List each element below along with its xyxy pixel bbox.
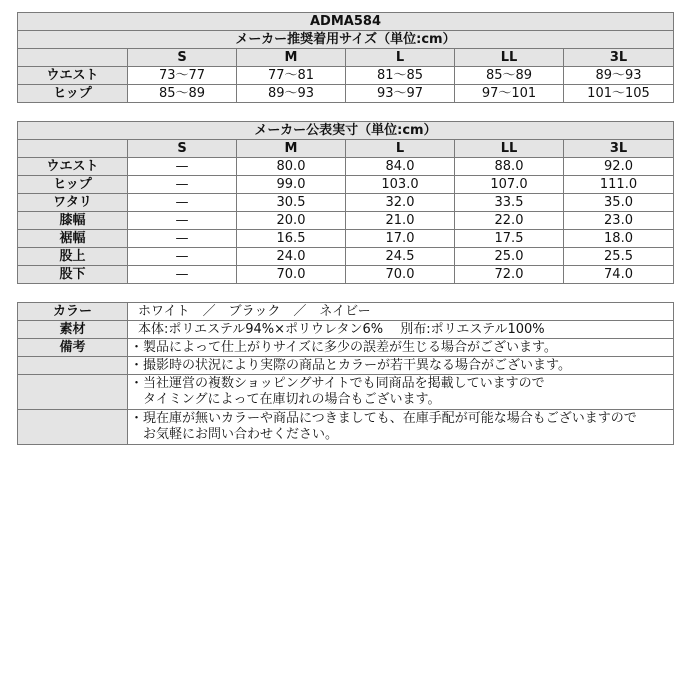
size-label: M bbox=[237, 140, 346, 158]
table-row bbox=[18, 158, 674, 176]
value-cell: 99.0 bbox=[237, 176, 346, 194]
value-cell: 84.0 bbox=[346, 158, 455, 176]
value-cell: 24.5 bbox=[346, 248, 455, 266]
note-row bbox=[18, 339, 674, 357]
value-cell: 22.0 bbox=[455, 212, 564, 230]
table-row bbox=[18, 266, 674, 284]
value-cell: 92.0 bbox=[564, 158, 674, 176]
value-cell: 107.0 bbox=[455, 176, 564, 194]
value-cell: — bbox=[128, 248, 237, 266]
row-label: 膝幅 bbox=[18, 212, 128, 230]
value-cell: 97〜101 bbox=[455, 85, 564, 103]
value-cell: 103.0 bbox=[346, 176, 455, 194]
corner-cell bbox=[18, 49, 128, 67]
value-cell: 93〜97 bbox=[346, 85, 455, 103]
size-header-row bbox=[18, 140, 674, 158]
note-item bbox=[128, 410, 674, 445]
table-row bbox=[18, 230, 674, 248]
size-label: M bbox=[237, 49, 346, 67]
note-row bbox=[18, 357, 674, 375]
value-cell: 73〜77 bbox=[128, 67, 237, 85]
corner-cell bbox=[18, 140, 128, 158]
value-cell: 17.0 bbox=[346, 230, 455, 248]
table-row bbox=[18, 212, 674, 230]
color-value: ホワイト ／ ブラック ／ ネイビー bbox=[128, 303, 674, 321]
note-line: ・当社運営の複数ショッピングサイトでも同商品を掲載していますので bbox=[130, 376, 545, 391]
note-line: ・現在庫が無いカラーや商品につきましても、在庫手配が可能な場合もございますので bbox=[130, 411, 637, 426]
size-label: LL bbox=[455, 140, 564, 158]
size-label: 3L bbox=[564, 140, 674, 158]
value-cell: 21.0 bbox=[346, 212, 455, 230]
value-cell: 89〜93 bbox=[564, 67, 674, 85]
row-label: 裾幅 bbox=[18, 230, 128, 248]
note-row bbox=[18, 410, 674, 445]
size-label: L bbox=[346, 49, 455, 67]
value-cell: — bbox=[128, 158, 237, 176]
value-cell: 35.0 bbox=[564, 194, 674, 212]
row-label: ウエスト bbox=[18, 67, 128, 85]
recommended-size-title: メーカー推奨着用サイズ（単位:cm） bbox=[18, 31, 674, 49]
value-cell: 85〜89 bbox=[128, 85, 237, 103]
row-label: ヒップ bbox=[18, 85, 128, 103]
color-row bbox=[18, 303, 674, 321]
note-line: タイミングによって在庫切れの場合もございます。 bbox=[130, 392, 441, 407]
value-cell: 70.0 bbox=[346, 266, 455, 284]
size-label: L bbox=[346, 140, 455, 158]
size-header-row bbox=[18, 49, 674, 67]
product-details-table bbox=[17, 302, 674, 445]
value-cell: — bbox=[128, 212, 237, 230]
material-label: 素材 bbox=[18, 321, 128, 339]
value-cell: — bbox=[128, 194, 237, 212]
notes-label-spacer bbox=[18, 410, 128, 445]
table-row bbox=[18, 194, 674, 212]
note-item bbox=[128, 375, 674, 410]
note-row bbox=[18, 375, 674, 410]
material-row bbox=[18, 321, 674, 339]
value-cell: — bbox=[128, 266, 237, 284]
recommended-size-table bbox=[17, 12, 674, 103]
value-cell: 81〜85 bbox=[346, 67, 455, 85]
value-cell: 111.0 bbox=[564, 176, 674, 194]
row-label: ウエスト bbox=[18, 158, 128, 176]
notes-label-spacer bbox=[18, 357, 128, 375]
value-cell: 70.0 bbox=[237, 266, 346, 284]
notes-label: 備考 bbox=[18, 339, 128, 357]
note-line: ・製品によって仕上がりサイズに多少の誤差が生じる場合がございます。 bbox=[130, 339, 557, 355]
value-cell: 101〜105 bbox=[564, 85, 674, 103]
value-cell: 85〜89 bbox=[455, 67, 564, 85]
value-cell: 80.0 bbox=[237, 158, 346, 176]
row-label: 股下 bbox=[18, 266, 128, 284]
note-line: ・撮影時の状況により実際の商品とカラーが若干異なる場合がございます。 bbox=[130, 357, 571, 373]
value-cell: 25.5 bbox=[564, 248, 674, 266]
value-cell: — bbox=[128, 230, 237, 248]
note-line: お気軽にお問い合わせください。 bbox=[130, 427, 339, 442]
row-label: 股上 bbox=[18, 248, 128, 266]
color-label: カラー bbox=[18, 303, 128, 321]
value-cell: 89〜93 bbox=[237, 85, 346, 103]
spec-sheet bbox=[17, 12, 673, 445]
value-cell: 30.5 bbox=[237, 194, 346, 212]
value-cell: 23.0 bbox=[564, 212, 674, 230]
value-cell: 74.0 bbox=[564, 266, 674, 284]
row-label: ヒップ bbox=[18, 176, 128, 194]
value-cell: — bbox=[128, 176, 237, 194]
size-label: LL bbox=[455, 49, 564, 67]
product-code: ADMA584 bbox=[18, 13, 674, 31]
value-cell: 17.5 bbox=[455, 230, 564, 248]
size-label: 3L bbox=[564, 49, 674, 67]
note-item bbox=[128, 357, 674, 375]
value-cell: 77〜81 bbox=[237, 67, 346, 85]
value-cell: 20.0 bbox=[237, 212, 346, 230]
row-label: ワタリ bbox=[18, 194, 128, 212]
actual-size-table bbox=[17, 121, 674, 284]
notes-label-spacer bbox=[18, 375, 128, 410]
value-cell: 16.5 bbox=[237, 230, 346, 248]
value-cell: 32.0 bbox=[346, 194, 455, 212]
value-cell: 33.5 bbox=[455, 194, 564, 212]
value-cell: 88.0 bbox=[455, 158, 564, 176]
value-cell: 25.0 bbox=[455, 248, 564, 266]
table-row bbox=[18, 176, 674, 194]
size-label: S bbox=[128, 49, 237, 67]
actual-size-title: メーカー公表実寸（単位:cm） bbox=[18, 122, 674, 140]
table-row bbox=[18, 67, 674, 85]
note-item bbox=[128, 339, 674, 357]
material-value: 本体:ポリエステル94%×ポリウレタン6% 別布:ポリエステル100% bbox=[128, 321, 674, 339]
value-cell: 18.0 bbox=[564, 230, 674, 248]
table-row bbox=[18, 85, 674, 103]
value-cell: 24.0 bbox=[237, 248, 346, 266]
size-label: S bbox=[128, 140, 237, 158]
table-row bbox=[18, 248, 674, 266]
value-cell: 72.0 bbox=[455, 266, 564, 284]
